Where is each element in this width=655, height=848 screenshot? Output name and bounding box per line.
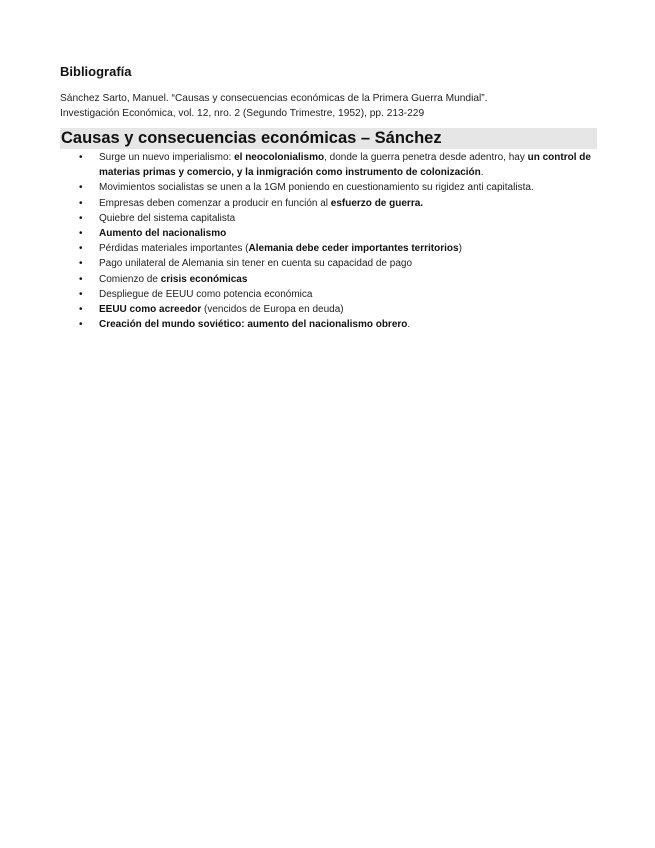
bullet-icon: • xyxy=(79,182,83,194)
bibliography-heading: Bibliografía xyxy=(60,64,132,79)
list-item: • Surge un nuevo imperialismo: el neocolonialismo, donde la guerra penetra desde adentro, hay un control de materias primas y comercio, y la inmigración como instrumento de colonización. xyxy=(79,152,591,179)
list-item: • Pérdidas materiales importantes (Alemania debe ceder importantes territorios) xyxy=(60,241,597,256)
bullet-list xyxy=(60,150,597,332)
list-item: • Movimientos socialistas se unen a la 1GM poniendo en cuestionamiento su rigidez anti capitalista. xyxy=(60,180,597,195)
list-item: • Empresas deben comenzar a producir en función al esfuerzo de guerra. xyxy=(60,196,597,211)
list-item: • Quiebre del sistema capitalista xyxy=(60,211,597,226)
list-item: • Creación del mundo soviético: aumento del nacionalismo obrero. xyxy=(60,317,597,332)
list-item: • Pago unilateral de Alemania sin tener en cuenta su capacidad de pago xyxy=(60,256,597,271)
bullet-icon: • xyxy=(79,258,83,270)
bullet-icon: • xyxy=(79,273,83,285)
list-item: • Despliegue de EEUU como potencia económica xyxy=(60,287,597,302)
bullet-icon: • xyxy=(79,212,83,224)
reference-line-2: Investigación Económica, vol. 12, nro. 2 (Segundo Trimestre, 1952), pp. 213-229 xyxy=(60,108,425,119)
document-page xyxy=(60,63,597,332)
bullet-icon: • xyxy=(79,228,83,240)
list-item: • EEUU como acreedor (vencidos de Europa en deuda) xyxy=(60,302,597,317)
list-item: • Comienzo de crisis económicas xyxy=(60,272,597,287)
bullet-icon: • xyxy=(79,288,83,300)
bullet-icon: • xyxy=(79,152,83,163)
list-item: • Aumento del nacionalismo xyxy=(60,226,597,241)
bullet-icon: • xyxy=(79,304,83,316)
section-heading: Causas y consecuencias económicas – Sánchez xyxy=(60,128,597,149)
reference-line-1: Sánchez Sarto, Manuel. “Causas y consecuencias económicas de la Primera Guerra Mundial”. xyxy=(60,93,488,104)
bullet-icon: • xyxy=(79,243,83,255)
bullet-icon: • xyxy=(79,319,83,331)
bullet-icon: • xyxy=(79,197,83,209)
bibliography-reference xyxy=(60,91,597,121)
